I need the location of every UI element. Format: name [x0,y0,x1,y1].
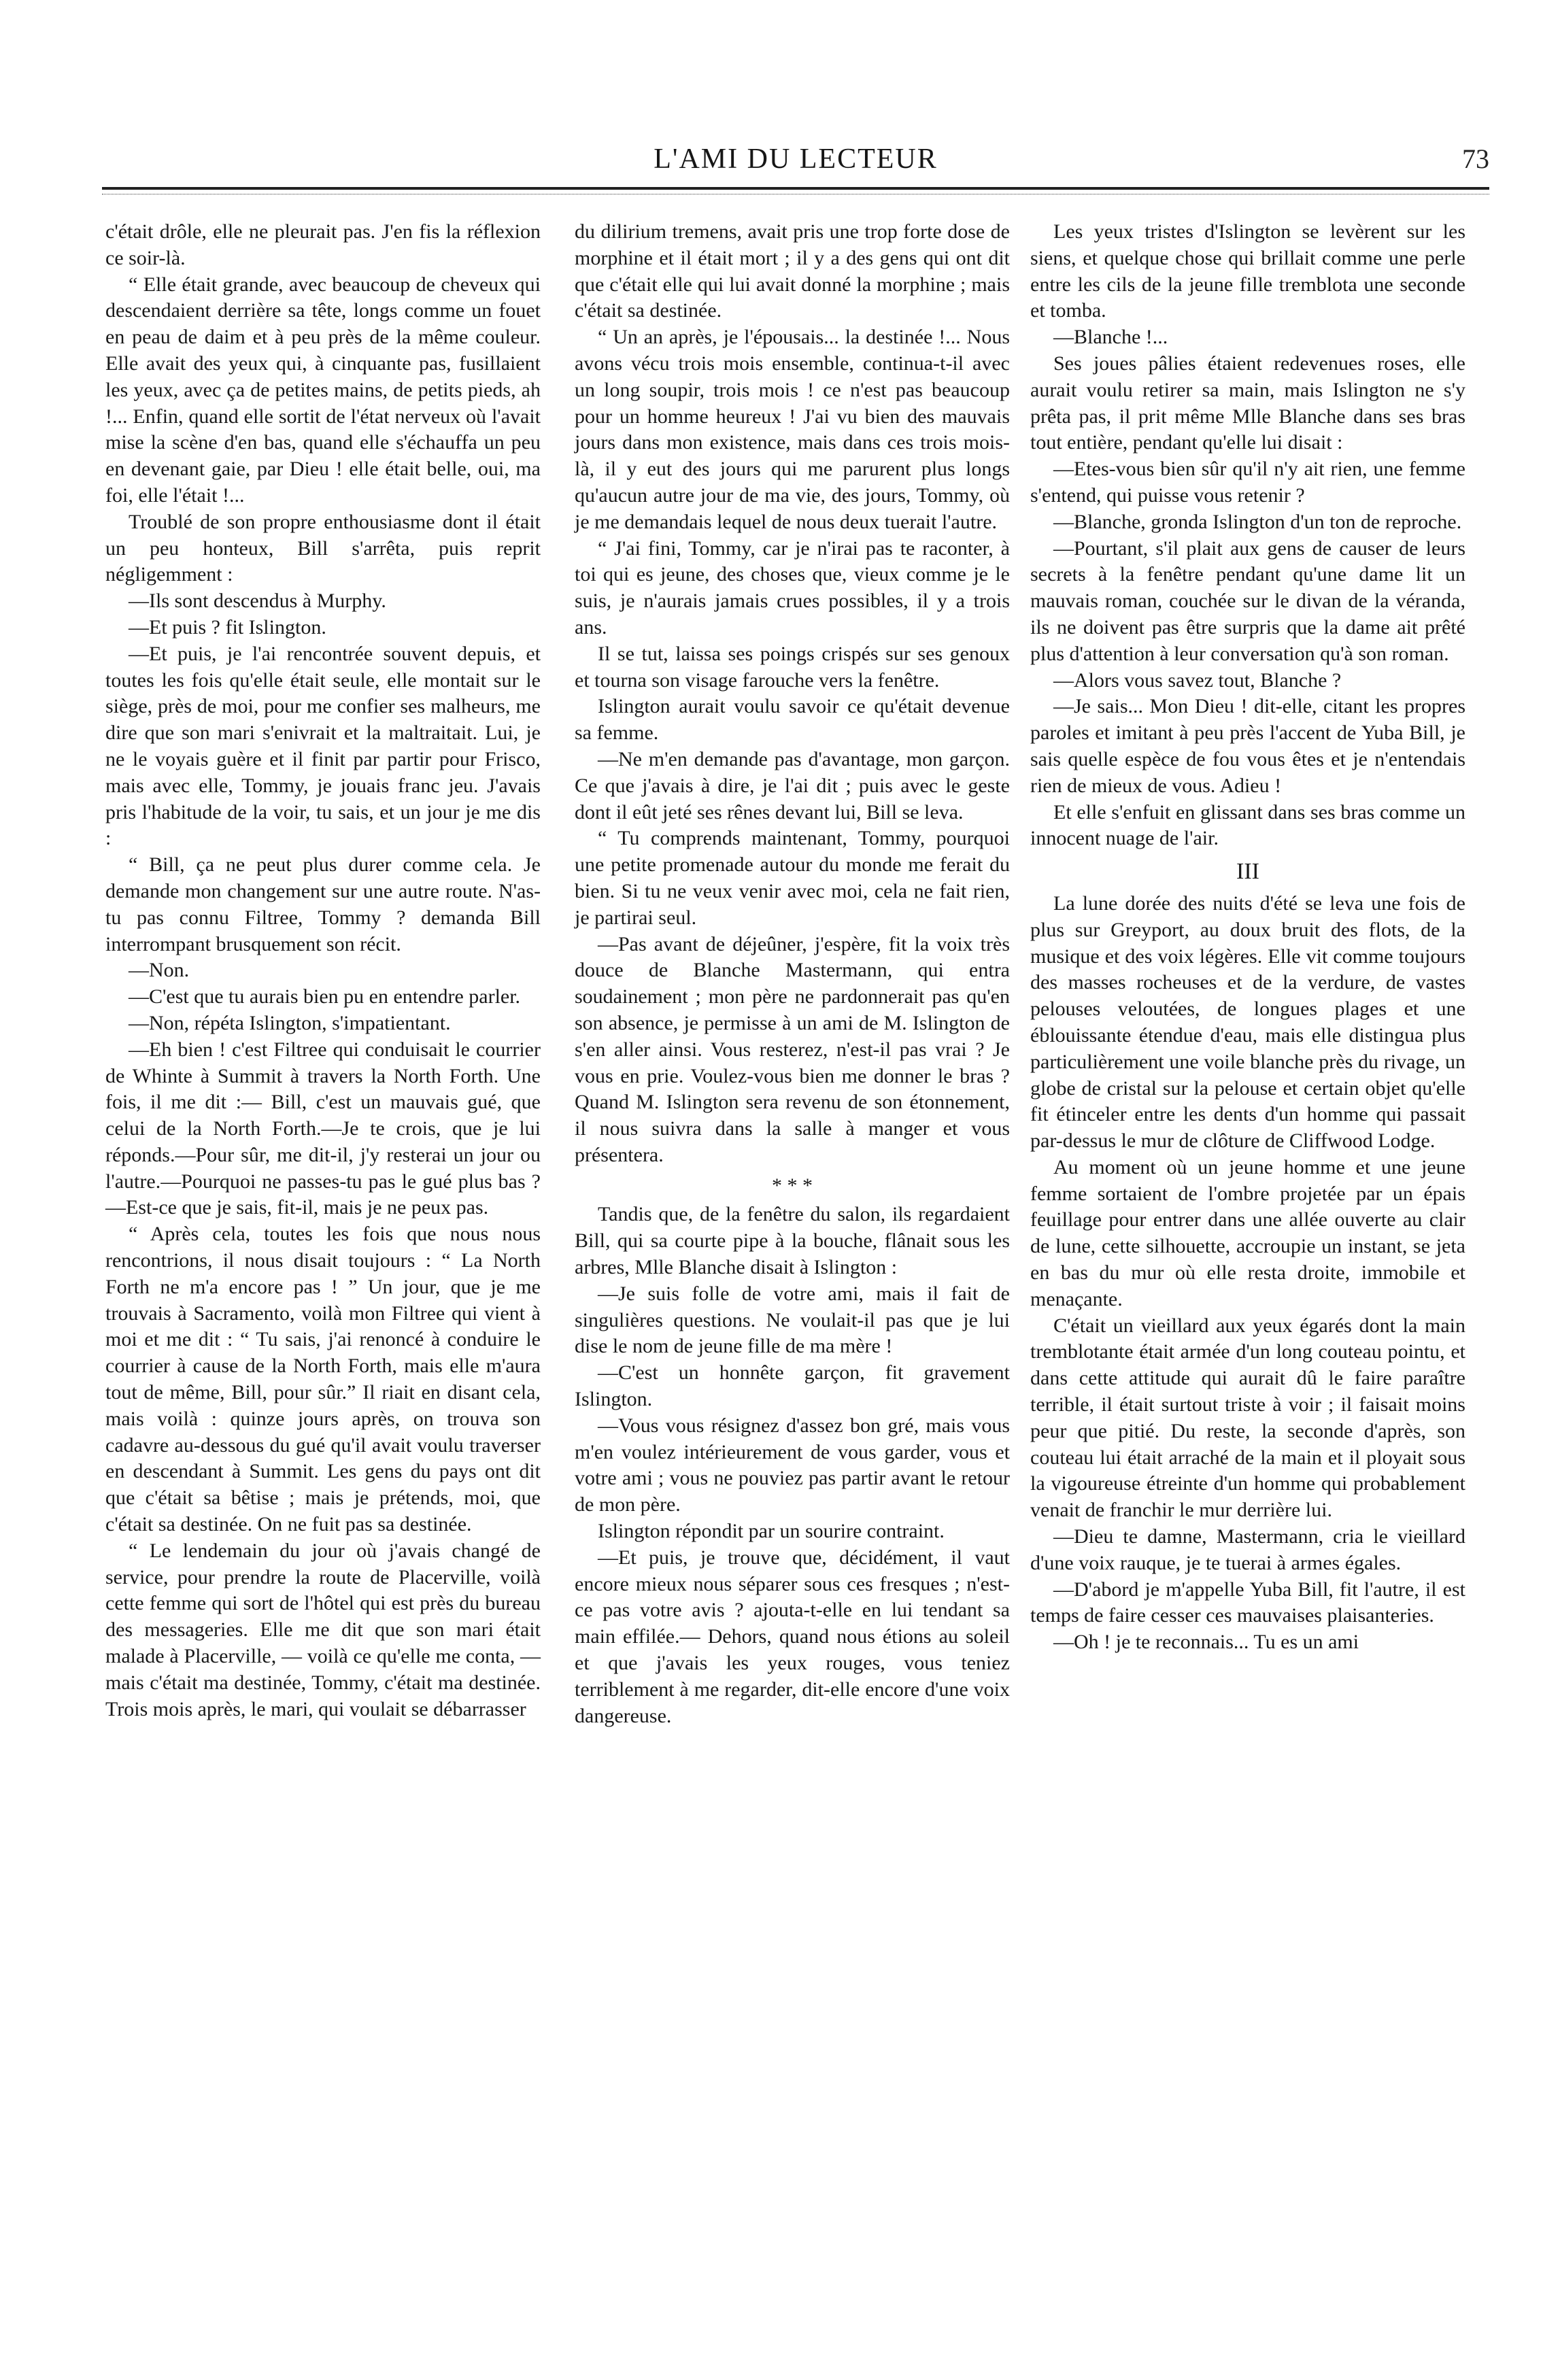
paragraph: C'était un vieillard aux yeux égarés dont la main tremblotante était armée d'un long couteau pointu, et dans cette attitude qui aurait dû le faire paraître terrible, il était surtout triste à voir ; il faisait moins peur que pitié. Du reste, la seconde d'après, son couteau lui était arraché de la main et il ployait sous la vigoureuse étreinte d'un homme qui probablement venait de franchir le mur derrière lui. [1030,1314,1465,1522]
header-rule [102,187,1489,190]
paragraph: “ Le lendemain du jour où j'avais changé de service, pour prendre la route de Placerville, voilà cette femme qui sort de l'hôtel qui est près du bureau des messageries. Elle me dit que son mari était malade à Placerville, — voilà ce qu'elle me conta, — mais c'était ma destinée, Tommy, c'était ma destinée. Trois mois après, le mari, qui voulait se débarrasser [105,1539,541,1720]
paragraph: —Je suis folle de votre ami, mais il fait de singulières questions. Ne voulait-il pas que je lui dise le nom de jeune fille de ma mère ! [575,1282,1010,1358]
paragraph: Au moment où un jeune homme et une jeune femme sortaient de l'ombre projetée par un épais feuillage pour entrer dans une allée ouverte au clair de lune, cette silhouette, accroupie un instant, se jeta en bas du mur où elle resta droite, immobile et menaçante. [1030,1155,1465,1310]
paragraph: —D'abord je m'appelle Yuba Bill, fit l'autre, il est temps de faire cesser ces mauvaises plaisanteries. [1030,1578,1465,1627]
paragraph: —Ne m'en demande pas d'avantage, mon garçon. Ce que j'avais à dire, je l'ai dit ; puis avec le geste dont il eût jeté ses rênes devant lui, Bill se leva. [575,747,1010,823]
paragraph: Troublé de son propre enthousiasme dont il était un peu honteux, Bill s'arrêta, puis reprit négligemment : [105,510,541,586]
paragraph: —Et puis ? fit Islington. [129,615,326,639]
paragraph: Tandis que, de la fenêtre du salon, ils regardaient Bill, qui sa courte pipe à la bouche, flânait sous les arbres, Mlle Blanche disait à Islington : [575,1203,1010,1279]
page-header [102,143,1489,184]
paragraph: —Ils sont descendus à Murphy. [129,590,386,613]
paragraph: —Pas avant de déjeûner, j'espère, fit la voix très douce de Blanche Mastermann, qui entra soudainement ; mon père ne pardonnerait pas qu'en son absence, je permisse à un ami de M. Islington de s'en aller ainsi. Vous resterez, n'est-il pas vrai ? Je vous en prie. Voulez-vous bien me donner le bras ? Quand M. Islington sera revenu de son étonnement, il nous suivra dans la salle à manger et vous présentera. [575,932,1010,1166]
paragraph: —Eh bien ! c'est Filtree qui conduisait le courrier de Whinte à Summit à travers la North Forth. Une fois, il me dit :— Bill, c'est un mauvais gué, que celui de la North Forth.—Je te crois, que je lui réponds.—Pour sûr, me dit-il, j'y resterai un jour ou l'autre.—Pourquoi ne passes-tu pas le gué plus bas ?—Est-ce que je sais, fit-il, mais je ne peux pas. [105,1038,541,1219]
paragraph: —C'est un honnête garçon, fit gravement Islington. [575,1361,1010,1411]
paragraph: —Et puis, je l'ai rencontrée souvent depuis, et toutes les fois qu'elle était seule, elle montait sur le siège, près de moi, pour me confier ses malheurs, me dire que son mari s'enivrait et la maltraitait. Lui, je ne le voyais guère et il finit par partir pour Frisco, mais avec elle, Tommy, je jouais franc jeu. J'avais pris l'habitude de la voir, tu sais, et un jour je me dis : [105,642,541,850]
paragraph: “ Elle était grande, avec beaucoup de cheveux qui descendaient derrière sa tête, longs comme un fouet en peau de daim et à peu près de la même couleur. Elle avait des yeux qui, à cinquante pas, fusillaient les yeux, avec ça de petites mains, de petits pieds, ah !... Enfin, quand elle sortit de l'état nerveux où l'avait mise la scène d'en bas, quand elle s'échauffa un peu en devenant gaie, par Dieu ! elle était belle, oui, ma foi, elle l'était !... [105,273,541,507]
column-1 [105,219,541,1722]
paragraph: —Oh ! je te reconnais... Tu es un ami [1053,1631,1359,1654]
paragraph: “ Tu comprends maintenant, Tommy, pourquoi une petite promenade autour du monde me ferait du bien. Si tu ne veux venir avec moi, cela ne fait rien, je partirai seul. [575,827,1010,929]
paragraph: —Et puis, je trouve que, décidément, il vaut encore mieux nous séparer sous ces fresques ; n'est-ce pas votre avis ? ajouta-t-elle en lui tendant sa main effilée.— Dehors, quand nous étions au soleil et que j'avais les yeux rouges, vous teniez terriblement à me regarder, dit-elle encore d'une voix dangereuse. [575,1546,1010,1727]
paragraph: —Etes-vous bien sûr qu'il n'y ait rien, une femme s'entend, qui puisse vous retenir ? [1030,458,1465,507]
paragraph: “ Après cela, toutes les fois que nous nous rencontrions, il nous disait toujours : “ La North Forth ne m'a encore pas ! ” Un jour, que je me trouvais à Sacramento, voilà mon Filtree qui vient à moi et me dit : “ Tu sais, j'ai renoncé à conduire le courrier à cause de la North Forth, mais elle m'aura tout de même, Bill, pour sûr.” Il riait en disant cela, mais voilà : quinze jours après, on trouva son cadavre au-dessous du gué qu'il avait voulu traverser en descendant à Summit. Les gens du pays ont dit que c'était sa bêtise ; mais je prétends, moi, que c'était sa destinée. On ne fuit pas sa destinée. [105,1223,541,1536]
paragraph: Il se tut, laissa ses poings crispés sur ses genoux et tourna son visage farouche vers la fenêtre. [575,642,1010,692]
paragraph: —Alors vous savez tout, Blanche ? [1053,668,1342,692]
paragraph: —Pourtant, s'il plait aux gens de causer de leurs secrets à la fenêtre pendant qu'une dame lit un mauvais roman, couchée sur le divan de la véranda, ils ne doivent pas être surpris que la dame ait prêté plus d'attention à leur conversation qu'à son roman. [1030,537,1465,665]
paragraph: —Vous vous résignez d'assez bon gré, mais vous m'en voulez intérieurement de vous garder, vous et votre ami ; vous ne pouviez pas partir avant le retour de mon père. [575,1414,1010,1516]
paragraph: Ses joues pâlies étaient redevenues roses, elle aurait voulu retirer sa main, mais Islington ne s'y prêta pas, il prit même Mlle Blanche dans ses bras tout entière, pendant qu'elle lui disait : [1030,352,1465,454]
page-number: 73 [1462,143,1489,174]
paragraph: —C'est que tu aurais bien pu en entendre parler. [129,985,521,1008]
paragraph: —Blanche, gronda Islington d'un ton de reproche. [1053,510,1462,533]
section-heading: III [1236,859,1259,885]
paragraph: c'était drôle, elle ne pleurait pas. J'en fis la réflexion ce soir-là. [105,220,541,269]
paragraph: —Je sais... Mon Dieu ! dit-elle, citant les propres paroles et imitant à peu près l'accent de Yuba Bill, je sais quelle espèce de fou vous êtes et je n'entendais rien de mieux de vous. Adieu ! [1030,695,1465,797]
paragraph: “ Bill, ça ne peut plus durer comme cela. Je demande mon changement sur une autre route. N'as-tu pas connu Filtree, Tommy ? demanda Bill interrompant brusquement son récit. [105,853,541,955]
paragraph: Islington répondit par un sourire contraint. [598,1520,945,1543]
paragraph: du dilirium tremens, avait pris une trop forte dose de morphine et il était mort ; il y a des gens qui ont dit que c'était elle qui lui avait donné la morphine ; mais c'était sa destinée. [575,220,1010,322]
paragraph: La lune dorée des nuits d'été se leva une fois de plus sur Greyport, au doux bruit des flots, de la musique et des voix légères. Elle vit comme toujours des masses rocheuses et de la verdure, de vastes pelouses veloutées, de longues plages et une éblouissante étendue d'eau, mais elle distingua plus particulièrement une voile blanche près du rivage, un globe de cristal sur la pelouse et certain objet qu'elle fit étinceler entre les dents d'un homme qui passait par-dessus le mur de clôture de Cliffwood Lodge. [1030,891,1465,1153]
paragraph: —Non. [129,959,190,982]
paragraph: Les yeux tristes d'Islington se levèrent sur les siens, et quelque chose qui brillait comme une perle entre les cils de la jeune fille tremblota une seconde et tomba. [1030,220,1465,322]
section-separator: * * * [772,1174,813,1197]
paragraph: Et elle s'enfuit en glissant dans ses bras comme un innocent nuage de l'air. [1030,800,1465,850]
paragraph: —Dieu te damne, Mastermann, cria le vieillard d'une voix rauque, je te tuerai à armes égales. [1030,1525,1465,1574]
column-2 [575,219,1010,1729]
paragraph: “ J'ai fini, Tommy, car je n'irai pas te raconter, à toi qui es jeune, des choses que, vieux comme je le suis, je n'aurais jamais crues possibles, il y a trois ans. [575,537,1010,639]
paragraph: —Blanche !... [1053,326,1168,349]
column-3 [1030,219,1465,1656]
page-title: L'AMI DU LECTEUR [654,143,938,175]
paragraph: Islington aurait voulu savoir ce qu'était devenue sa femme. [575,695,1010,745]
paragraph: “ Un an après, je l'épousais... la destinée !... Nous avons vécu trois mois ensemble, continua-t-il avec un long soupir, trois mois ! ce n'est pas beaucoup pour un homme heureux ! J'ai vu bien des mauvais jours dans mon existence, mais dans ces trois mois-là, il y eut des jours qui me parurent plus longs qu'aucun autre jour de ma vie, des jours, Tommy, où je me demandais lequel de nous deux tuerait l'autre. [575,326,1010,533]
paragraph: —Non, répéta Islington, s'impatientant. [129,1011,451,1034]
